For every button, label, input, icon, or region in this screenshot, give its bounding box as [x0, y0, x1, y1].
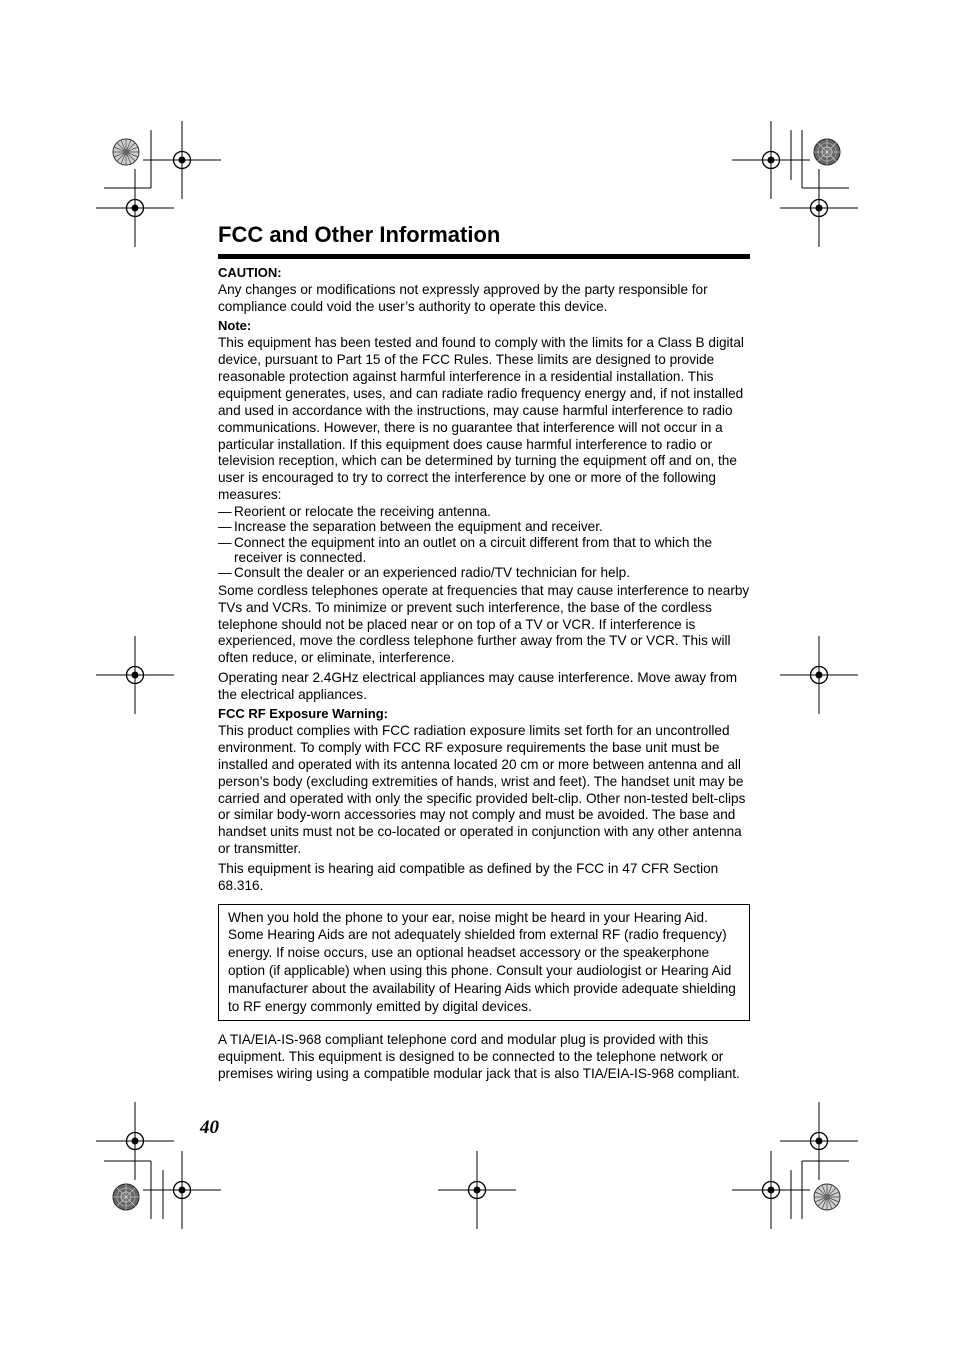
- list-item: — Connect the equipment into an outlet on a circuit different from that to which the receiver is connected.: [218, 535, 750, 565]
- rf-warning-text: This product complies with FCC radiation exposure limits set forth for an uncontrolled environment. To comply with FCC RF exposure requirements the base unit must be installed and operated with its antenna located 20 cm or more between antenna and all person’s body (excluding extremities of hands, wrist and feet). The handset unit may be carried and operated with only the specific provided belt-clip. Other non-tested belt-clips or similar body-worn accessories may not comply and must be avoided. The base and handset units must not be co-located or operated in conjunction with any other antenna or transmitter.: [218, 722, 746, 857]
- list-item: — Increase the separation between the equipment and receiver.: [218, 519, 750, 534]
- operating-paragraph: Operating near 2.4GHz electrical appliances may cause interference. Move away from the electrical appliances.: [218, 669, 738, 702]
- caution-heading: CAUTION:: [218, 265, 282, 280]
- hearing-aid-paragraph: This equipment is hearing aid compatible as defined by the FCC in 47 CFR Section 68.316.: [218, 860, 719, 893]
- tia-paragraph: A TIA/EIA-IS-968 compliant telephone cord and modular plug is provided with this equipment. This equipment is designed to be connected to the telephone network or premises wiring using a compatible modular jack that is also TIA/EIA-IS-968 compliant.: [218, 1032, 740, 1082]
- title-rule: [218, 254, 750, 259]
- hearing-aid-note-box: When you hold the phone to your ear, noise might be heard in your Hearing Aid. Some Hearing Aids are not adequately shielded from external RF (radio frequency) energy. If noise occurs, use an optional headset accessory or the speakerphone option (if applicable) when using this phone. Consult your audiologist or Hearing Aid manufacturer about the availability of Hearing Aids which provide adequate shielding to RF energy commonly emitted by digital devices.: [218, 904, 750, 1022]
- list-item: — Consult the dealer or an experienced radio/TV technician for help.: [218, 565, 750, 580]
- note-heading: Note:: [218, 318, 252, 334]
- rf-warning-heading: FCC RF Exposure Warning:: [218, 706, 388, 722]
- page-number: 40: [200, 1117, 219, 1138]
- list-item: — Reorient or relocate the receiving antenna.: [218, 504, 750, 519]
- note-text: This equipment has been tested and found to comply with the limits for a Class B digital device, pursuant to Part 15 of the FCC Rules. These limits are designed to provide reasonable protection against harmful interference in a residential installation. This equipment generates, uses, and can radiate radio frequency energy and, if not installed and used in accordance with the instructions, may cause harmful interference to radio communications. However, there is no guarantee that interference will not occur in a particular installation. If this equipment does cause harmful interference to radio or television reception, which can be determined by turning the equipment off and on, the user is encouraged to try to correct the interference by one or more of the following measures:: [218, 335, 744, 503]
- document-body: [218, 265, 750, 1086]
- page-title: FCC and Other Information: [218, 222, 501, 247]
- cordless-paragraph: Some cordless telephones operate at frequencies that may cause interference to nearby TVs and VCRs. To minimize or prevent such interference, the base of the cordless telephone should not be placed near or on top of a TV or VCR. If interference is experienced, move the cordless telephone further away from the TV or VCR. This will often reduce, or eliminate, interference.: [218, 582, 750, 666]
- measures-list: [218, 504, 750, 580]
- caution-text: Any changes or modifications not expressly approved by the party responsible for compliance could void the user’s authority to operate this device.: [218, 281, 708, 314]
